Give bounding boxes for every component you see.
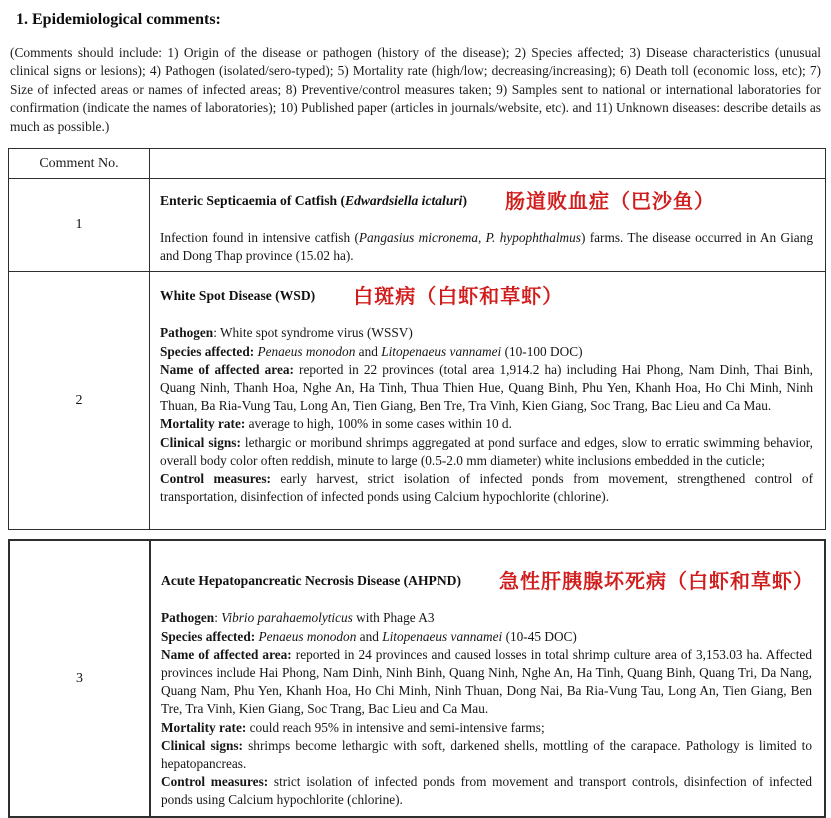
text-run: Penaeus monodon xyxy=(258,628,357,644)
comment-paragraph xyxy=(160,470,813,506)
comment-number: 2 xyxy=(9,272,150,530)
document-page xyxy=(0,10,831,816)
header-comment-no: Comment No. xyxy=(9,149,150,179)
chinese-annotation: 急性肝胰腺坏死病（白虾和草虾） xyxy=(499,569,815,594)
text-run: and xyxy=(356,628,383,644)
comment-paragraph xyxy=(160,415,813,433)
text-run: : xyxy=(214,610,222,626)
header-comment-body xyxy=(150,149,826,179)
comment-paragraph xyxy=(160,434,813,470)
text-run: Vibrio parahaemolyticus xyxy=(221,610,353,626)
text-run: Species affected: xyxy=(160,343,255,359)
text-run: Control measures: xyxy=(161,774,269,790)
disease-title-line xyxy=(161,569,815,594)
comment-row xyxy=(9,179,826,272)
comment-paragraph xyxy=(161,646,812,719)
disease-title-line xyxy=(160,189,813,213)
text-run: Clinical signs: xyxy=(160,434,241,450)
text-run: Penaeus monodon xyxy=(257,343,356,359)
comment-body xyxy=(150,272,826,530)
text-run: (10-45 DOC) xyxy=(502,628,577,644)
text-run: Species affected: xyxy=(161,628,256,644)
comment-paragraph xyxy=(161,719,812,737)
chinese-annotation: 肠道败血症（巴沙鱼） xyxy=(504,189,715,214)
text-run: P. hypophthalmus xyxy=(485,230,581,246)
text-run: and xyxy=(355,343,382,359)
text-run: Acute Hepatopancreatic Necrosis Disease (AHPND) xyxy=(161,573,462,589)
text-run: lethargic or moribund shrimps aggregated at pond surface and edges, slow to erratic swimming behavior, overall body color often reddish, minute to large (0.5-2.0 mm diameter) white inclusions embedded in the cuticle; xyxy=(160,434,813,468)
comments-rows-1 xyxy=(9,179,826,530)
comment-paragraph xyxy=(161,609,812,627)
comment-row xyxy=(9,272,826,530)
text-run: Infection found in intensive catfish ( xyxy=(160,230,359,246)
text-run: Pathogen xyxy=(161,610,215,626)
comment-number: 1 xyxy=(9,179,150,272)
comment-row xyxy=(9,540,825,816)
comments-table-continued xyxy=(8,539,826,817)
text-run: , xyxy=(477,230,486,246)
disease-title-line xyxy=(160,284,813,308)
text-run: average to high, 100% in some cases within 10 d. xyxy=(245,416,512,432)
text-run: Edwardsiella ictaluri xyxy=(345,193,463,209)
text-run: reported in 22 provinces (total area 1,914.2 ha) including Hai Phong, Nam Dinh, Thai Binh, Quang Ninh, Thanh Hoa, Nghe An, Ha Tinh, Thua Thien Hue, Quang Binh, Phu Yen, Khanh Hoa, Ho Chi Minh, Ninh Thuan, Ba Ria-Vung Tau, Long An, Tien Giang, Ben Tre, Tra Vinh, Kien Giang, Soc Trang, Bac Lieu and Ca Mau. xyxy=(160,361,813,414)
text-run: strict isolation of infected ponds from movement and transport controls, disinfection of infected ponds using Calcium hypochlorite (chlorine). xyxy=(161,774,812,808)
text-run: early harvest, strict isolation of infected ponds from movement, strengthened control of transportation, disinfection of infected ponds using Calcium hypochlorite (chlorine). xyxy=(160,471,813,505)
text-run: Name of affected area: xyxy=(161,646,292,662)
text-run: (10-100 DOC) xyxy=(501,343,583,359)
text-run: Litopenaeus vannamei xyxy=(381,343,502,359)
text-run: Litopenaeus vannamei xyxy=(382,628,503,644)
text-run: ) xyxy=(462,193,467,209)
comments-rows-2 xyxy=(9,540,825,816)
text-run: with Phage A3 xyxy=(352,610,435,626)
comment-paragraph xyxy=(160,343,813,361)
text-run: Control measures: xyxy=(160,471,271,487)
text-run: Pangasius micronema xyxy=(358,230,478,246)
comment-number: 3 xyxy=(9,540,150,816)
text-run: Pathogen xyxy=(160,325,214,341)
comment-paragraph xyxy=(161,773,812,809)
comment-paragraph xyxy=(160,324,813,342)
comment-paragraph xyxy=(161,737,812,773)
text-run: could reach 95% in intensive and semi-intensive farms; xyxy=(246,719,545,735)
comment-paragraph xyxy=(161,628,812,646)
comment-paragraph xyxy=(160,229,813,265)
text-run: Mortality rate: xyxy=(161,719,247,735)
text-run: Name of affected area: xyxy=(160,361,294,377)
text-run: White Spot Disease (WSD) xyxy=(160,288,316,304)
text-run: Clinical signs: xyxy=(161,737,243,753)
section-title: 1. Epidemiological comments: xyxy=(16,11,221,28)
comments-table-main xyxy=(8,148,826,530)
text-run: : White spot syndrome virus (WSSV) xyxy=(213,325,413,341)
comment-body xyxy=(150,540,825,816)
chinese-annotation: 白斑病（白虾和草虾） xyxy=(353,284,564,309)
text-run: Enteric Septicaemia of Catfish ( xyxy=(160,193,345,209)
text-run: Mortality rate: xyxy=(160,416,246,432)
comment-paragraph xyxy=(160,361,813,416)
text-run: reported in 24 provinces and caused losses in total shrimp culture area of 3,153.03 ha. Affected provinces include Hai Phong, Nam Dinh, Ninh Binh, Quang Ninh, Nghe An, Ha Tinh, Quang Binh, Quang Tri, Da Nang, Quang Nam, Phu Yen, Khanh Hoa, Ho Chi Minh, Ninh Thuan, Dong Nai, Ba Ria-Vung Tau, Long An, Tien Giang, Ben Tre, Tra Vinh, Kien Giang, Soc Trang, Bac Lieu and Ca Mau. xyxy=(161,646,812,717)
text-run: ) farms. The disease occurred in An Giang and Dong Thap province (15.02 ha). xyxy=(160,230,814,264)
text-run: shrimps become lethargic with soft, darkened shells, mottling of the carapace. Pathology is limited to hepatopancreas. xyxy=(161,737,812,772)
comment-body xyxy=(150,179,826,272)
table-header-row xyxy=(9,149,826,179)
intro-instructions: (Comments should include: 1) Origin of the disease or pathogen (history of the disease); 2) Species affected; 3) Disease characteristics (unusual clinical signs or lesions); 4) Pathogen (isolated/sero-typed); 5) Mortality rate (high/low; decreasing/increasing); 6) Death toll (economic loss, etc); 7) Size of infected areas or names of infected areas; 8) Preventive/control measures taken; 9) Samples sent to national or international laboratories for confirmation (indicate the names of laboratories); 10) Published paper (articles in journals/website, etc). and 11) Unknown diseases: describe details as much as possible.) xyxy=(10,45,821,134)
